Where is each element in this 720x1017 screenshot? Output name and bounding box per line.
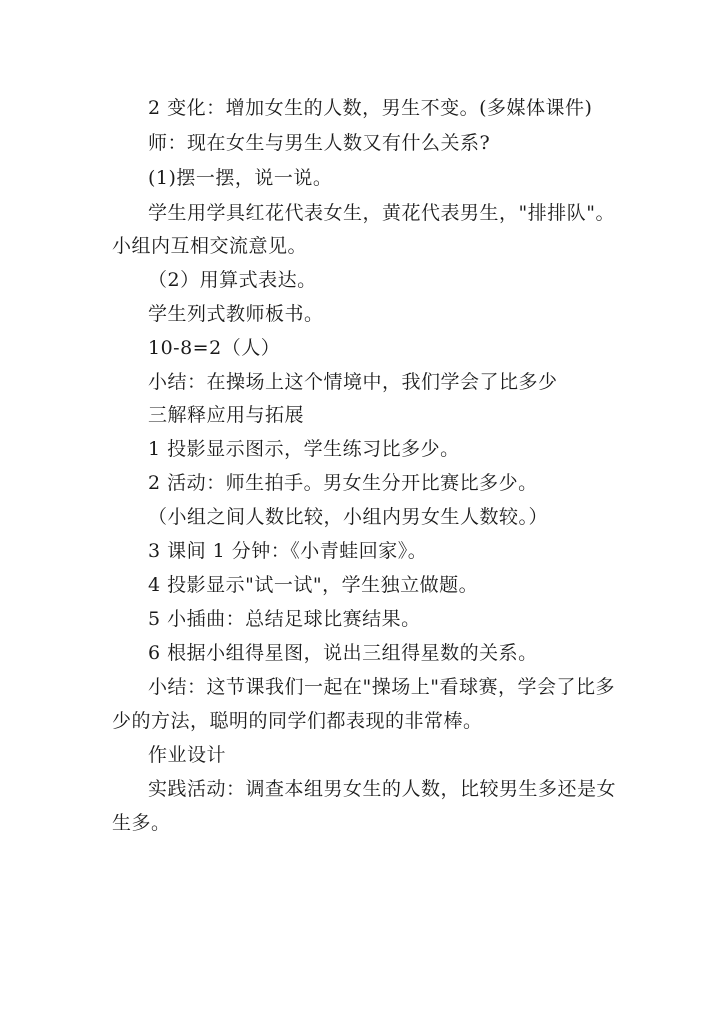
text-line: 三解释应用与拓展 [148, 404, 305, 426]
text-line: 1 投影显示图示，学生练习比多少。 [148, 438, 460, 460]
text-line: 10-8=2（人） [148, 337, 281, 359]
text-line: 师：现在女生与男生人数又有什么关系? [148, 132, 491, 154]
text-line: 2 活动：师生拍手。男女生分开比赛比多少。 [148, 472, 538, 494]
text-line: 小组内互相交流意见。 [112, 235, 308, 257]
text-line: （小组之间人数比较，小组内男女生人数较。） [148, 506, 549, 528]
text-line: 6 根据小组得星图，说出三组得星数的关系。 [148, 642, 538, 664]
text-line: 学生列式教师板书。 [148, 303, 324, 325]
text-line: 小结：在操场上这个情境中，我们学会了比多少 [148, 371, 558, 393]
text-line: 少的方法，聪明的同学们都表现的非常棒。 [112, 710, 483, 732]
text-line: 5 小插曲：总结足球比赛结果。 [148, 608, 421, 630]
text-line: 生多。 [112, 812, 171, 834]
text-line: 4 投影显示"试一试"，学生独立做题。 [148, 574, 479, 596]
text-line: 小结：这节课我们一起在"操场上"看球赛，学会了比多 [148, 676, 615, 698]
text-line: 3 课间 1 分钟：《小青蛙回家》。 [148, 540, 428, 562]
text-line: 实践活动：调查本组男女生的人数，比较男生多还是女 [148, 778, 617, 800]
text-line: 学生用学具红花代表女生，黄花代表男生，"排排队"。 [148, 202, 615, 224]
text-line: 2 变化：增加女生的人数，男生不变。(多媒体课件) [148, 97, 593, 119]
text-line: （2）用算式表达。 [148, 269, 317, 291]
text-line: 作业设计 [148, 744, 227, 766]
text-line: (1)摆一摆，说一说。 [148, 167, 333, 189]
